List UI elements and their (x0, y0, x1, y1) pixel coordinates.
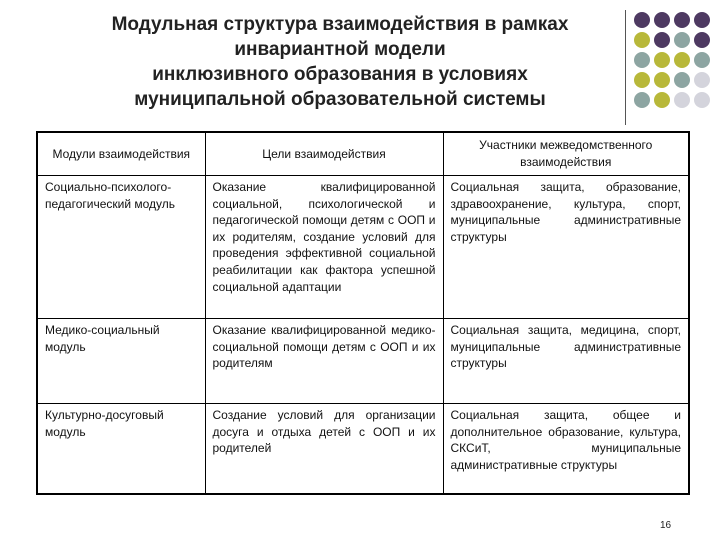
participants-cell: Социальная защита, медицина, спорт, муниципальные административные структуры (443, 319, 689, 404)
title-line-2: инвариантной модели (234, 39, 446, 60)
decorative-dot (634, 52, 650, 68)
decorative-dot (634, 32, 650, 48)
decorative-dot (634, 92, 650, 108)
goal-cell: Оказание квалифицированной социальной, психологической и педагогической помощи детям с ООП и их родителям, создание условий для проведения эффективной социальной реабилитации как фактора успешной социальной адаптации (205, 176, 443, 319)
module-table (36, 131, 690, 495)
decorative-dot (674, 32, 690, 48)
decorative-dot (674, 52, 690, 68)
decorative-dot (674, 12, 690, 28)
title-line-3: инклюзивного образования в условиях (152, 64, 528, 85)
goal-cell: Создание условий для организации досуга и отдыха детей с ООП и их родителей (205, 404, 443, 494)
decorative-dot (634, 72, 650, 88)
decorative-dot (674, 72, 690, 88)
decorative-dot (694, 12, 710, 28)
decorative-dot (694, 92, 710, 108)
page-number: 16 (660, 520, 672, 531)
decorative-dot (694, 72, 710, 88)
decorative-dot (654, 32, 670, 48)
slide-title (60, 12, 620, 112)
module-cell: Социально-психолого-педагогический модуль (37, 176, 205, 319)
decorative-dot (654, 12, 670, 28)
participants-cell: Социальная защита, образование, здравоохранение, культура, спорт, муниципальные административные структуры (443, 176, 689, 319)
table-row (37, 176, 689, 319)
title-line-4: муниципальной образовательной системы (134, 89, 546, 110)
decorative-divider-line (625, 10, 626, 125)
table-row (37, 404, 689, 494)
table-header-row (37, 132, 689, 176)
table-row (37, 319, 689, 404)
title-line-1: Модульная структура взаимодействия в рамках (111, 14, 569, 35)
module-cell: Медико-социальный модуль (37, 319, 205, 404)
participants-cell: Социальная защита, общее и дополнительное образование, культура, СКСиТ, муниципальные административные структуры (443, 404, 689, 494)
decorative-dot (654, 52, 670, 68)
header-modules: Модули взаимодействия (37, 132, 205, 176)
decorative-dot (654, 92, 670, 108)
goal-cell: Оказание квалифицированной медико-социальной помощи детям с ООП и их родителям (205, 319, 443, 404)
decorative-dot (654, 72, 670, 88)
decorative-dot (694, 52, 710, 68)
header-goals: Цели взаимодействия (205, 132, 443, 176)
decorative-dot (674, 92, 690, 108)
decorative-dot (694, 32, 710, 48)
module-cell: Культурно-досуговый модуль (37, 404, 205, 494)
header-participants: Участники межведомственного взаимодействия (443, 132, 689, 176)
decorative-dot (634, 12, 650, 28)
